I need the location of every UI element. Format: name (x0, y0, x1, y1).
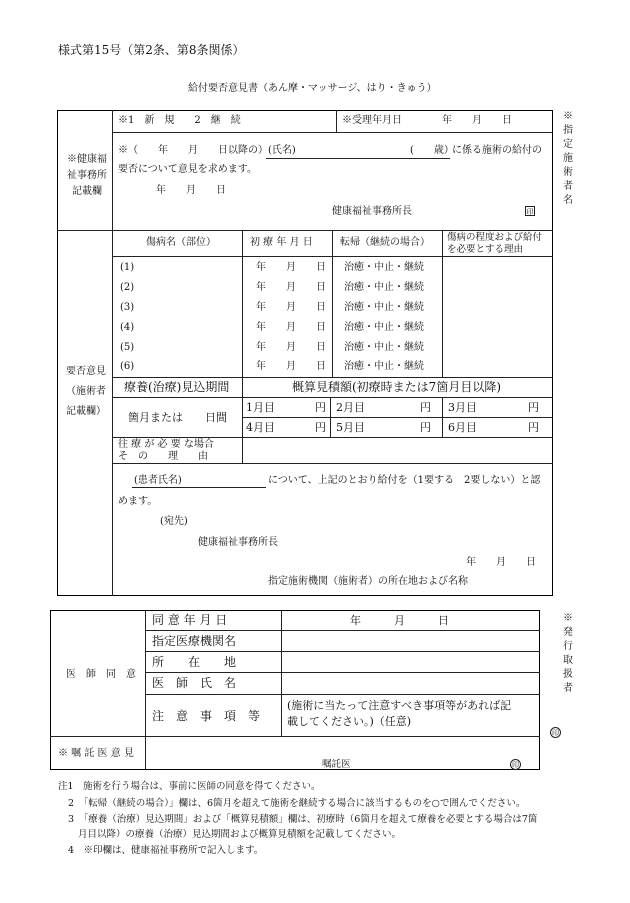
header-reason: 傷病の程度および給付を必要とする理由 (447, 232, 543, 255)
period-label: 療養(治療)見込期間 (124, 380, 230, 394)
statement-line2: めます。 (118, 496, 158, 507)
note-3-cont: 月目以降）の療養（治療）見込期間および概算見積額を記載してください。 (78, 829, 402, 840)
opinion-section-label: 要否意見（施術者記載欄） (66, 366, 106, 417)
yen-unit: 円 (420, 421, 431, 434)
application-type[interactable]: ※1 新 規 2 継 続 (118, 115, 241, 126)
request-text-tail: に係る施術の給付の (452, 145, 542, 156)
consent-date-value[interactable]: 年 月 日 (350, 614, 449, 627)
commission-doctor: 嘱託医 (322, 759, 351, 770)
sign-date[interactable]: 年 月 日 (466, 557, 536, 568)
row-date[interactable]: 年 月 日 (256, 282, 326, 293)
visit-reason-label-2: そ の 理 由 (118, 451, 208, 462)
request-age[interactable]: ( 歳） (410, 145, 454, 156)
row-outcome[interactable]: 治癒・中止・継続 (344, 322, 424, 333)
received-date-value[interactable]: 年 月 日 (442, 115, 512, 126)
row-date[interactable]: 年 月 日 (256, 262, 326, 273)
row-no: (4) (120, 322, 135, 333)
commission-label: ※ 嘱 託 医 意 見 (58, 748, 134, 759)
row-date[interactable]: 年 月 日 (256, 322, 326, 333)
doctor-consent-box (50, 610, 540, 770)
visit-reason-label: 往 療 が 必 要 な場合 (118, 439, 214, 450)
yen-unit: 円 (315, 421, 326, 434)
director-seal-icon: 印 (526, 208, 534, 216)
month-label: 6月目 (448, 421, 477, 434)
request-date[interactable]: 年 月 日 (156, 185, 226, 196)
request-name-label: (氏名) (268, 145, 296, 156)
main-form-box (57, 110, 553, 596)
row-outcome[interactable]: 治癒・中止・継続 (344, 282, 424, 293)
row-outcome[interactable]: 治癒・中止・継続 (344, 262, 424, 273)
institution-label: 指定施術機関（施術者）の所在地および名称 (268, 576, 468, 587)
yen-unit: 円 (528, 421, 539, 434)
notes-label: 注 意 事 項 等 (152, 709, 261, 723)
row-no: (2) (120, 282, 135, 293)
row-no: (1) (120, 262, 135, 273)
month-label: 3月目 (448, 401, 477, 414)
months-field[interactable]: 箇月または 日間 (128, 411, 227, 424)
row-no: (5) (120, 342, 135, 353)
request-period[interactable]: ※（ 年 月 日以降の） (118, 145, 268, 156)
note-3: 3 「療養（治療）見込期間」および「概算見積額」欄は、初療時（6箇月を超えて療養を必要とする場合は7箇 (68, 814, 538, 825)
received-date-label: ※受理年月日 (342, 115, 402, 126)
institution-name-label: 指定医療機関名 (152, 634, 237, 648)
row-outcome[interactable]: 治癒・中止・継続 (344, 361, 424, 372)
side-label-practitioner: ※指定施術者名 (563, 111, 573, 206)
consent-date-label: 同 意 年 月 日 (152, 613, 228, 627)
header-outcome: 転帰（継続の場合） (340, 237, 430, 248)
row-date[interactable]: 年 月 日 (256, 342, 326, 353)
side-label-issuer: ※発行取扱者 (563, 613, 573, 694)
row-date[interactable]: 年 月 日 (256, 361, 326, 372)
yen-unit: 円 (420, 401, 431, 414)
yen-unit: 円 (315, 401, 326, 414)
form-title: 給付要否意見書（あん摩・マッサージ、はり・きゅう） (188, 83, 437, 94)
address-label: 所 在 地 (152, 655, 237, 669)
header-first-date: 初 療 年 月 日 (250, 237, 313, 248)
row-no: (6) (120, 361, 135, 372)
row-outcome[interactable]: 治癒・中止・継続 (344, 302, 424, 313)
month-label: 2月目 (336, 401, 365, 414)
row-date[interactable]: 年 月 日 (256, 302, 326, 313)
note-2: 2 「転帰（継続の場合）」欄は、6箇月を超えて施術を継続する場合に該当するものを○で囲んでください。 (68, 798, 526, 809)
header-disease: 傷病名（部位） (146, 237, 216, 248)
estimate-label: 概算見積額(初療時または7箇月目以降) (292, 380, 501, 394)
doctor-name-label: 医 師 氏 名 (152, 676, 237, 690)
form-number: 様式第15号（第2条、第8条関係） (58, 43, 245, 57)
yen-unit: 円 (528, 401, 539, 414)
row-no: (3) (120, 302, 135, 313)
notes-hint-line1[interactable]: (施術に当たって注意すべき事項等があれば記 (287, 699, 512, 712)
statement-line1[interactable]: について、上記のとおり給付を（1要する 2要しない）と認 (268, 475, 541, 486)
office-director: 健康福祉事務所長 (332, 206, 412, 217)
addressee-label: (宛先) (160, 516, 188, 527)
month-label: 1月目 (246, 401, 275, 414)
doctor-consent-label: 医 師 同 意 (66, 669, 136, 680)
month-label: 5月目 (336, 421, 365, 434)
request-text-line2: 要否について意見を求めます。 (118, 164, 257, 175)
patient-name-label: (患者氏名) (134, 475, 182, 486)
addressee-name: 健康福祉事務所長 (198, 537, 278, 548)
month-label: 4月目 (246, 421, 275, 434)
commission-seal-icon: 印 (512, 761, 519, 769)
notes-hint-line2[interactable]: 載してください。)（任意) (287, 715, 412, 728)
note-1: 注1 施術を行う場合は、事前に医師の同意を得てください。 (58, 781, 321, 792)
row-outcome[interactable]: 治癒・中止・継続 (344, 342, 424, 353)
issuer-seal-icon: 印 (552, 729, 559, 737)
note-4: 4 ※印欄は、健康福祉事務所で記入します。 (68, 845, 264, 856)
office-section-label: ※健康福祉事務所記載欄 (67, 154, 107, 197)
